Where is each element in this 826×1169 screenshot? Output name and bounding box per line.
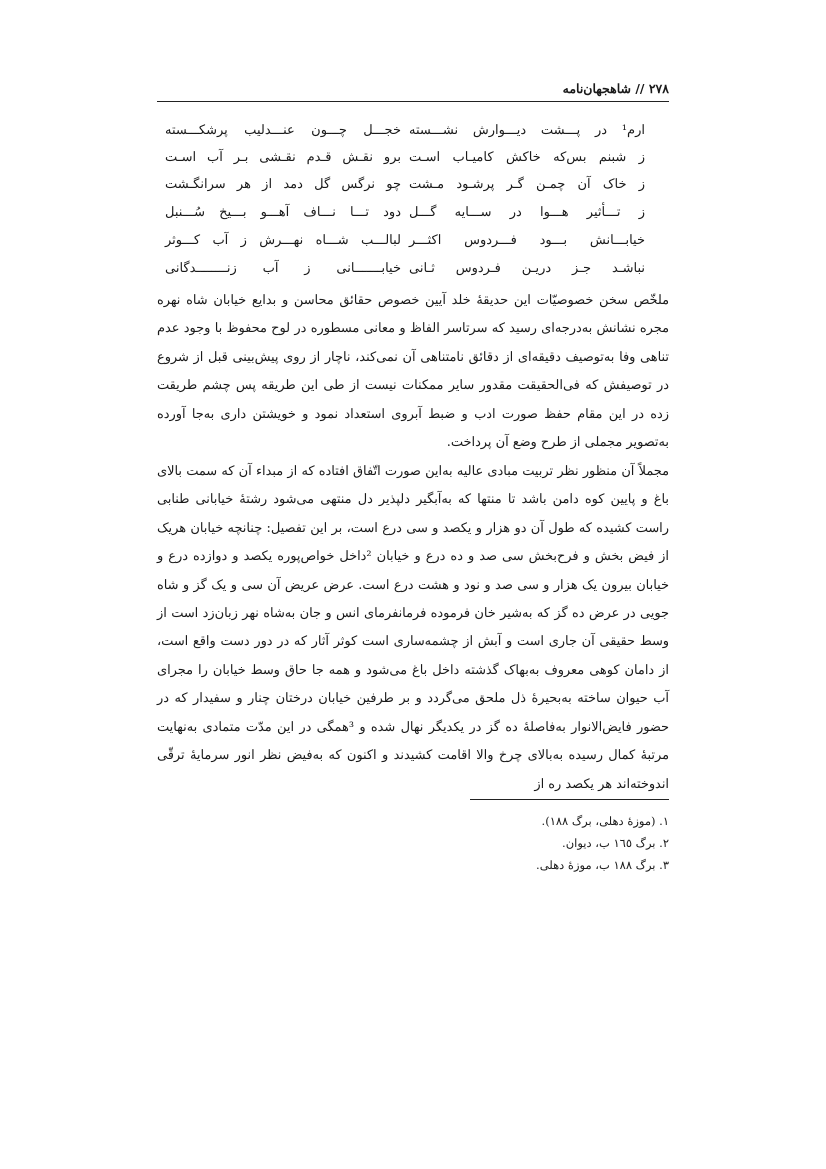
verse-line xyxy=(157,120,669,142)
verse-line xyxy=(157,230,669,252)
verse-hemistich-first: ز شبنم بس‌که خاکش کامیـاب اسـت xyxy=(409,150,645,165)
running-header: ۲۷۸ // شاهجهان‌نامه xyxy=(562,81,669,96)
verse-hemistich-second: خیابـــــــانی ز آب زنــــــــدگانی xyxy=(165,261,401,276)
body-text xyxy=(157,287,669,799)
header-rule xyxy=(157,101,669,102)
verse-hemistich-second: چو نرگس گل دمد از هر سرانگـشت xyxy=(165,177,401,192)
footnotes xyxy=(369,810,669,876)
verse-line xyxy=(157,147,669,169)
paragraph: مجملاً آن منظور نظر تربیت مبادی عالیه به‌این صورت اتّفاق افتاده که از مبداء آن که سمت بالای باغ و پایین کوه دامن باشد تا منتها که به‌آبگیر دلپذیر دل منتهی می‌شود رشتهٔ خیابانی طنابی راست کشیده که طول آن دو هزار و یکصد و سی درع است، بر این تفصیل: چنانچه خیابان هریک از فیض بخش و فرح‌بخش سی صد و ده درع و خیابان ²داخل خواص‌پوره یکصد و دوازده درع و خیابان بیرون یک هزار و سی صد و نود و هشت درع است. عرض عریض آن سی و یک گز و شاه جویی در عرض ده گز که به‌شیر خان فرموده فرمانفرمای انس و جان به‌شاه نهر زبان‌زد است از وسط حقیقی آن جاری است و آبش از چشمه‌ساری است کوثر آثار که در دور دست واقع است، از دامان کوهی معروف به‌بهاک گذشته داخل باغ می‌شود و همه جا حاق وسط خیابان را مجرای آب حیوان ساخته به‌بحیرهٔ ذل ملحق می‌گردد و بر طرفین خیابان درختان چنار و سفیدار که در حضور فایض‌الانوار به‌فاصلهٔ ده گز در یکدیگر نهال شده و ³همگی در این مدّت متمادی به‌نهایت مرتبهٔ کمال رسیده به‌بالای چرخ والا اقامت کشیدند و اکنون که به‌فیض نظر انور سرمایهٔ ترقّی اندوخته‌اند هر یکصد ره از xyxy=(157,463,670,792)
verse-hemistich-first: ارم¹ در پـــشت دیـــوارش نشـــسته xyxy=(409,123,645,138)
verse-hemistich-first: خیابـــانش بـــود فـــردوس اکثـــر xyxy=(409,233,645,248)
verse-line xyxy=(157,202,669,224)
footnote: ۳. برگ ۱۸۸ ب، موزهٔ دهلی. xyxy=(536,858,669,872)
footnote-rule xyxy=(470,799,669,800)
paragraph: ملخّص سخن خصوصیّات این حدیقهٔ خلد آیین خصوص حقائق محاسن و بدایع خیابان شاه نهره مجره نشانش به‌درجه‌ای رسید که سرتاسر الفاظ و معانی مسطوره در لوح محفوظ با وجود عدم تناهی وفا به‌توصیف دقیقه‌ای از دقائق نامتناهی آن نمی‌کند، ناچار از روی پیش‌بینی قبل از شروع در توصیفش که فی‌الحقیقت مقدور سایر ممکنات نیست از طی این طریقه پس چشم طریقت زده در این مقام حفظ صورت ادب و ضبط آبروی استعداد نمود و خویشتن داری به‌جا آورده به‌تصویر مجملی از طرح وضع آن پرداخت. xyxy=(157,293,669,451)
footnote: ۲. برگ ١٦٥ ب، دیوان. xyxy=(562,836,669,850)
verse-line xyxy=(157,174,669,196)
verse-line xyxy=(157,258,669,280)
verse-hemistich-second: برو نقـش قـدم نقـشی بـر آب اسـت xyxy=(165,150,401,165)
verse-hemistich-second: خجـــل چـــون عنـــدلیب پرشکـــسته xyxy=(165,123,401,138)
verse-hemistich-second: دود تـــا نـــاف آهـــو بـــیخ سُـــنبل xyxy=(165,205,401,220)
verse-hemistich-second: لبالـــب شـــاه نهـــرش ز آب کـــوثر xyxy=(165,233,401,248)
footnote: ۱. (موزهٔ دهلی، برگ ۱۸۸). xyxy=(541,814,669,828)
verse-hemistich-first: نباشـد جـز دریـن فـردوس ثـانی xyxy=(409,261,645,276)
verse-hemistich-first: ز خاک آن چمـن گـر پرشـود مـشت xyxy=(409,177,645,192)
verse-hemistich-first: ز تـــأثیر هـــوا در ســـایه گـــل xyxy=(409,205,645,220)
